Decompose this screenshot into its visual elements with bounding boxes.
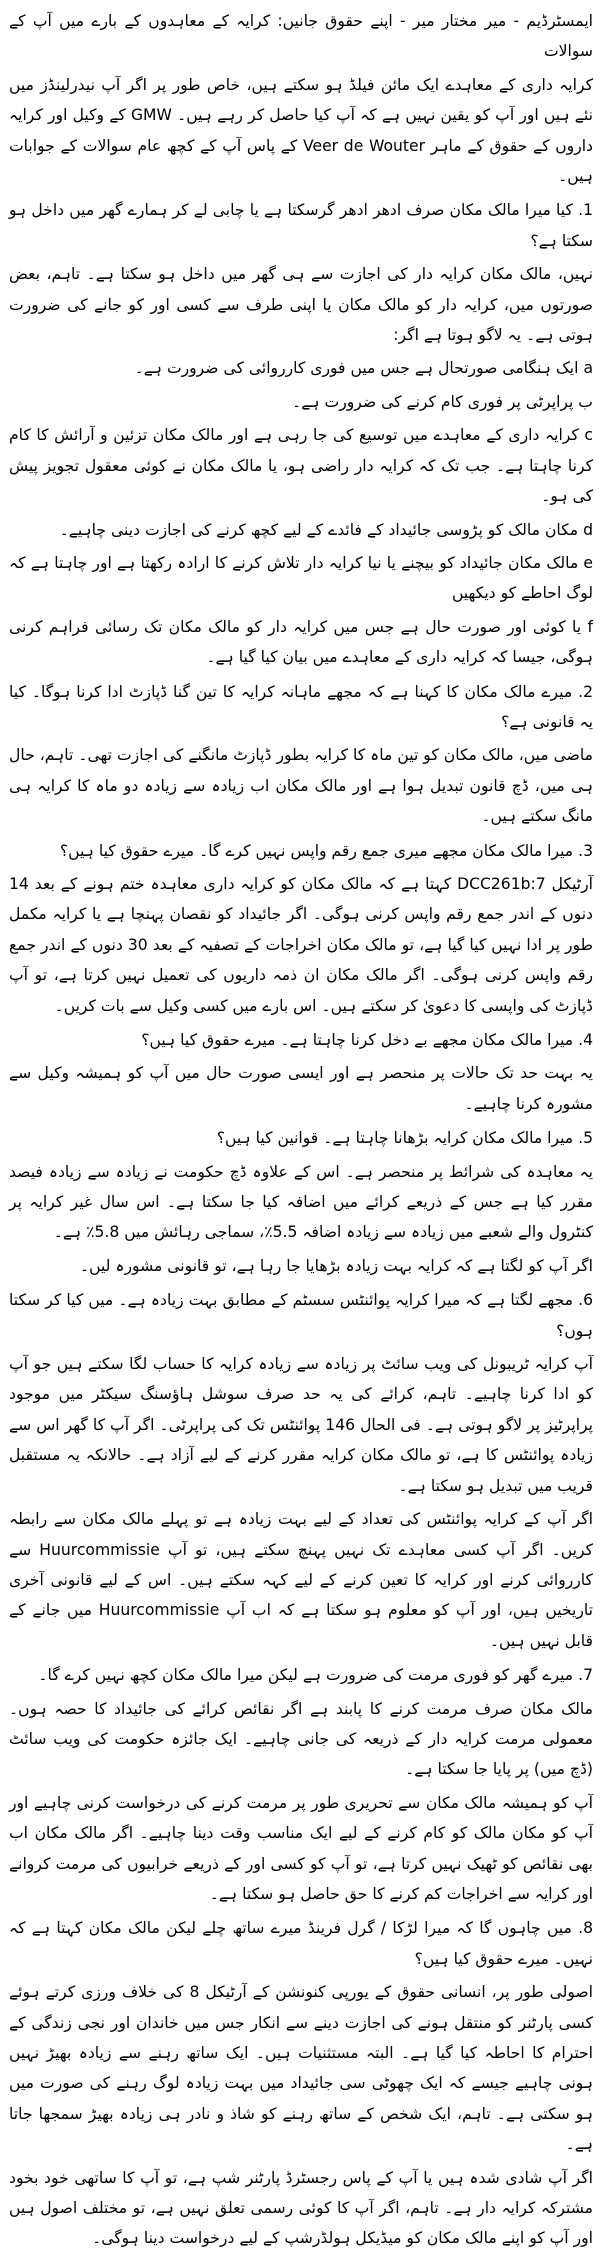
question-5: 5. میرا مالک مکان کرایہ بڑھانا چاہتا ہے۔ قوانین کیا ہیں؟: [216, 1129, 593, 1148]
question-7: 7. میرے گھر کو فوری مرمت کی ضرورت ہے لیکن میرا مالک مکان کچھ نہیں کرے گا۔: [38, 1666, 593, 1685]
article-title: ایمسٹرڈیم - میر مختار میر - اپنے حقوق جانیں: کرایہ کے معاہدوں کے بارے میں آپ کے سوالات: [9, 12, 593, 61]
answer-6-contact: اگر آپ کے کرایہ پوائنٹس کی تعداد کے لیے بہت زیادہ ہے تو پہلے مالک مکان سے رابطہ کریں۔ اگر آپ کسی معاہدے تک نہیں پہنچ سکتے ہیں، تو آپ Huurcommissie سے کارروائی کرنے اور کرایہ کا تعین کرنے کے لیے کہہ سکتے ہیں۔ اس کے لیے قانونی آخری تاریخیں ہیں، اور آپ کو معلوم ہو سکتا ہے کہ اب آپ Huurcommissie میں جانے کے قابل نہیں ہیں۔: [9, 1510, 594, 1650]
question-2: 2. میرے مالک مکان کا کہنا ہے کہ مجھے ماہانہ کرایہ کا تین گنا ڈپازٹ ادا کرنا ہوگا۔ کیا یہ قانونی ہے؟: [9, 682, 593, 731]
answer-8-partnership: اگر آپ شادی شدہ ہیں یا آپ کے پاس رجسٹرڈ پارٹنر شپ ہے، تو آپ کا ساتھی خود بخود مشترکہ کرایہ دار ہے۔ تاہم، اگر آپ کا کوئی رسمی تعلق نہیں ہے، تو مختلف اصول ہیں اور آپ کو اپنے مالک مکان کو میڈیکل ہولڈرشپ کے لیے درخواست دینا ہوگی۔: [9, 2168, 593, 2248]
answer-2: ماضی میں، مالک مکان کو تین ماہ کا کرایہ بطور ڈپازٹ مانگنے کی اجازت تھی۔ تاہم، حال ہی میں، ڈچ قانون تبدیل ہوا ہے اور مالک مکان اب زیادہ سے زیادہ دو ماہ کا کرایہ ہی مانگ سکتے ہیں۔: [9, 746, 593, 826]
question-6: 6. مجھے لگتا ہے کہ میرا کرایہ پوائنٹس سسٹم کے مطابق بہت زیادہ ہے۔ میں کیا کر سکتا ہوں؟: [9, 1291, 593, 1340]
answer-1-item-a: a ایک ہنگامی صورتحال ہے جس میں فوری کارروائی کی ضرورت ہے۔: [134, 359, 593, 378]
answer-7: مالک مکان صرف مرمت کرنے کا پابند ہے اگر نقائص کرائے کی جائیداد کا حصہ ہوں۔ معمولی مرمت کرایہ دار کے ذریعہ کی جانی چاہیے۔ ایک جائزہ حکومت کی ویب سائٹ (ڈچ میں) پر پایا جا سکتا ہے۔: [9, 1699, 593, 1779]
answer-5-advice: اگر آپ کو لگتا ہے کہ کرایہ بہت زیادہ بڑھایا جا رہا ہے، تو قانونی مشورہ لیں۔: [79, 1256, 593, 1275]
answer-1-intro: نہیں، مالک مکان کرایہ دار کی اجازت سے ہی گھر میں داخل ہو سکتا ہے۔ تاہم، بعض صورتوں میں، کرایہ دار کو مالک مکان یا اپنی طرف سے کسی اور کو جانے کی ضرورت ہوتی ہے۔ یہ لاگو ہوتا ہے اگر:: [9, 265, 593, 345]
answer-1-item-b: ب پراپرٹی پر فوری کام کرنے کی ضرورت ہے۔: [292, 392, 593, 411]
question-3: 3. میرا مالک مکان مجھے میری جمع رقم واپس نہیں کرے گا۔ میرے حقوق کیا ہیں؟: [59, 841, 593, 860]
answer-5: یہ معاہدہ کی شرائط پر منحصر ہے۔ اس کے علاوہ ڈچ حکومت نے زیادہ سے زیادہ فیصد مقرر کیا ہے جس کے ذریعے کرائے میں اضافہ کیا جا سکتا ہے۔ اس سال غیر کرایہ پر کنٹرول والے شعبے میں زیادہ سے زیادہ اضافہ 5.5٪، سماجی رہائش میں 5.8٪ ہے۔: [9, 1162, 593, 1242]
answer-3: آرٹیکل DCC261b:7 کہتا ہے کہ مالک مکان کو کرایہ داری معاہدہ ختم ہونے کے بعد 14 دنوں کے اندر جمع رقم واپس کرنی ہوگی۔ اگر جائیداد کو نقصان پہنچا ہے یا کرایہ مکمل طور پر ادا نہیں کیا گیا ہے، تو مالک مکان اخراجات کے تصفیہ کے بعد 30 دنوں کے اندر جمع رقم واپس کرنی ہوگی۔ اگر مالک مکان ان ذمہ داریوں کی تعمیل نہیں کرتا ہے، تو آپ ڈپازٹ کی واپسی کا دعویٰ کر سکتے ہیں۔ اس بارے میں کسی وکیل سے بات کریں۔: [9, 874, 593, 1015]
question-4: 4. میرا مالک مکان مجھے بے دخل کرنا چاہتا ہے۔ میرے حقوق کیا ہیں؟: [141, 1031, 593, 1049]
answer-1-item-f: f یا کوئی اور صورت حال ہے جس میں کرایہ دار کو مالک مکان تک رسائی فراہم کرنی ہوگی، جیسا کہ کرایہ داری کے معاہدے میں بیان کیا گیا ہے۔: [9, 617, 593, 667]
answer-4: یہ بہت حد تک حالات پر منحصر ہے اور ایسی صورت حال میں آپ کو ہمیشہ وکیل سے مشورہ کرنا چاہیے۔: [9, 1064, 593, 1113]
answer-1-item-d: d مکان مالک کو پڑوسی جائیداد کے فائدے کے لیے کچھ کرنے کی اجازت دینی چاہیے۔: [59, 520, 593, 539]
answer-1-item-e: e مالک مکان جائیداد کو بیچنے یا نیا کرایہ دار تلاش کرنے کا ارادہ رکھتا ہے اور چاہتا ہے کہ لوگ احاطے کو دیکھیں: [9, 553, 593, 603]
question-8: 8. میں چاہوں گا کہ میرا لڑکا / گرل فرینڈ میرے ساتھ چلے لیکن مالک مکان کہتا ہے کہ نہیں۔ میرے حقوق کیا ہیں؟: [9, 1919, 593, 1968]
answer-7-request: آپ کو ہمیشہ مالک مکان سے تحریری طور پر مرمت کرنے کی درخواست کرنی چاہیے اور آپ کو مکان مالک کو کام کرنے کے لیے ایک مناسب وقت دینا چاہیے۔ اگر مالک مکان اب بھی نقائص کو ٹھیک نہیں کرتا ہے، تو آپ کو کسی اور کے ذریعے خرابیوں کی مرمت کروانے اور کرایہ سے اخراجات کم کرنے کا حق حاصل ہو سکتا ہے۔: [9, 1793, 593, 1903]
question-1: 1. کیا میرا مالک مکان صرف ادھر ادھر گرسکتا ہے یا چابی لے کر ہمارے گھر میں داخل ہو سکتا ہے؟: [9, 201, 593, 250]
answer-8: اصولی طور پر، انسانی حقوق کے یورپی کنونشن کے آرٹیکل 8 کی خلاف ورزی کرتے ہوئے کسی پارٹنر کو منتقل ہونے کی اجازت دینے سے انکار جس میں خاندان اور نجی زندگی کے احترام کا احاطہ کیا گیا ہے۔ البتہ مستثنیات ہیں۔ ایک ساتھ رہنے سے زیادہ بھیڑ نہیں ہونی چاہیے جیسے کہ ایک چھوٹی سی جائیداد میں بہت زیادہ لوگ رہنے کی صورت میں ہو سکتی ہے۔ تاہم، ایک شخص کے ساتھ رہنے کو شاذ و نادر ہی زیادہ بھیڑ سمجھا جاتا ہے۔: [9, 1983, 593, 2154]
answer-1-item-c: c کرایہ داری کے معاہدے میں توسیع کی جا رہی ہے اور مالک مکان تزئین و آرائش کا کام کرنا چاہتا ہے۔ جب تک کہ کرایہ دار راضی ہو، یا مالک مکان نے کوئی معقول تجویز پیش کی ہو۔: [9, 426, 593, 506]
answer-6: آپ کرایہ ٹریبونل کی ویب سائٹ پر زیادہ سے زیادہ کرایہ کا حساب لگا سکتے ہیں جو آپ کو ادا کرنا چاہیے۔ تاہم، کرائے کی یہ حد صرف سوشل ہاؤسنگ سیکٹر میں موجود پراپرٹیز پر لاگو ہوتی ہے۔ فی الحال 146 پوائنٹس تک کی پراپرٹی۔ اگر آپ کا گھر اس سے زیادہ پوائنٹس کا ہے، تو مالک مکان کرایہ مقرر کرنے کے لیے آزاد ہے۔ حالانکہ یہ مستقبل قریب میں تبدیل ہو سکتا ہے۔: [9, 1355, 593, 1495]
article-intro: کرایہ داری کے معاہدے ایک مائن فیلڈ ہو سکتے ہیں، خاص طور پر اگر آپ نیدرلینڈز میں نئے ہیں اور آپ کو یقین نہیں ہے کہ آپ کیا حاصل کر رہے ہیں۔ GMW کے وکیل اور کرایہ داروں کے حقوق کے ماہر Veer de Wouter کے پاس آپ کے کچھ عام سوالات کے جوابات ہیں۔: [9, 75, 593, 186]
